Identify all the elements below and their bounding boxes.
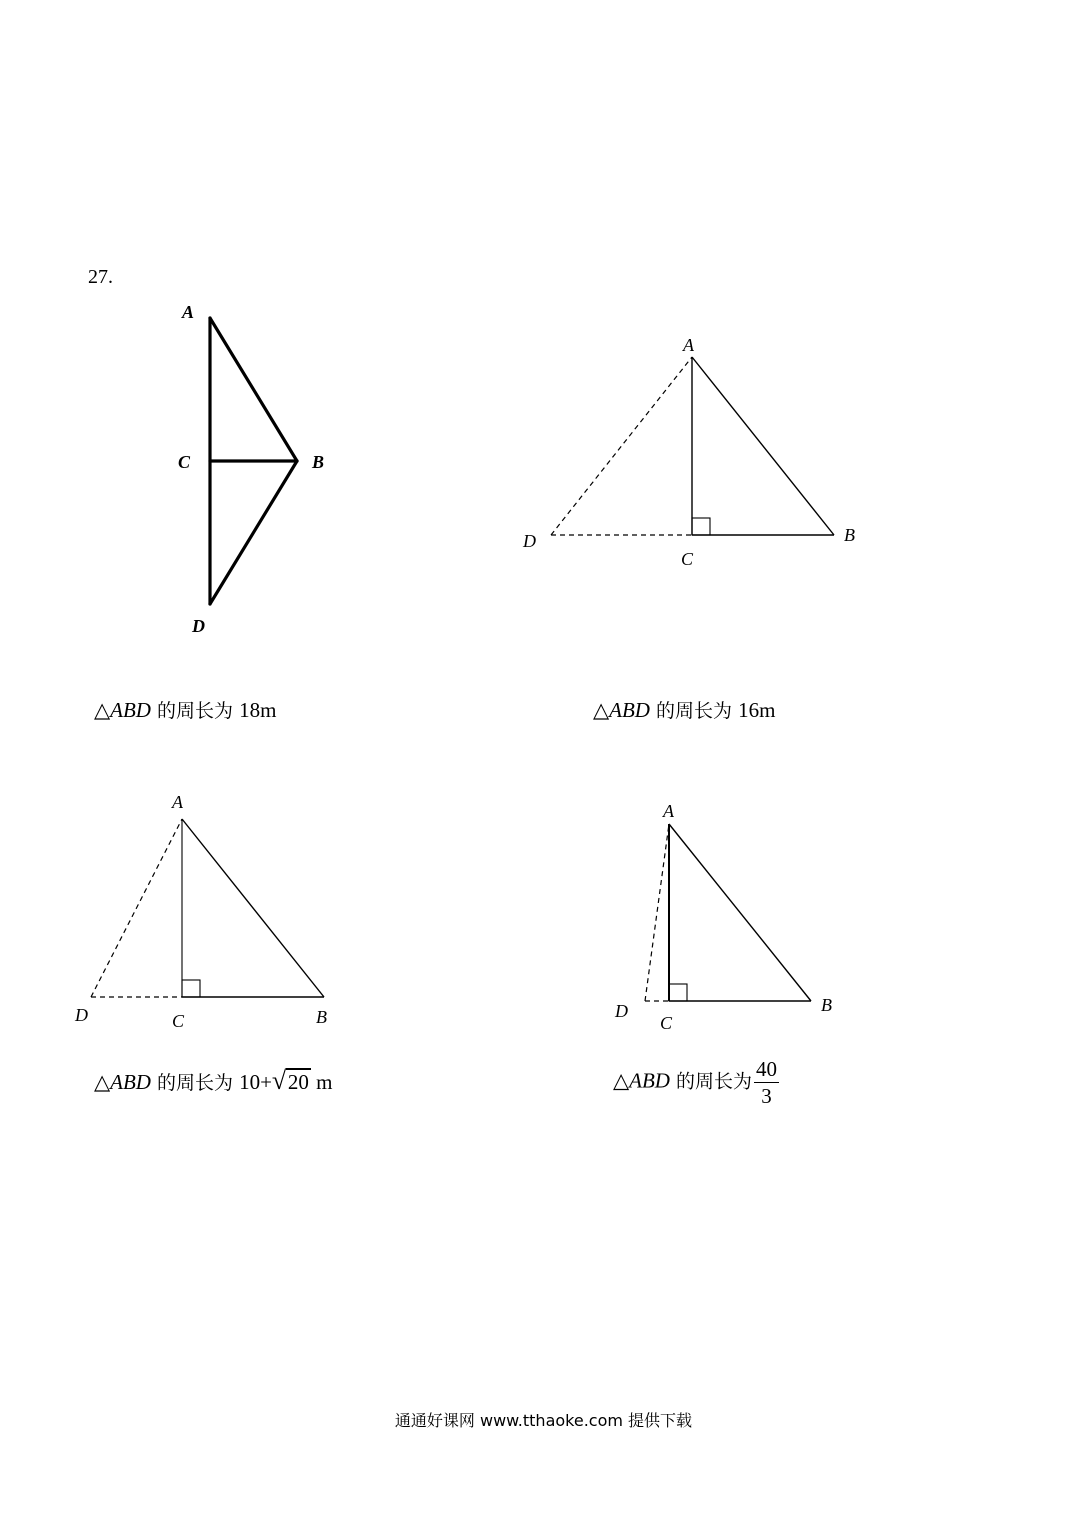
caption-text: 的周长为 <box>649 700 739 722</box>
segment-ab <box>669 824 811 1001</box>
triangle-name: ABD <box>110 698 151 722</box>
caption-text: 的周长为 <box>150 1072 240 1094</box>
right-angle-mark <box>669 984 687 1001</box>
right-angle-mark <box>182 980 200 997</box>
caption-text: 的周长为 <box>669 1070 753 1093</box>
figure-3-diagram <box>70 786 345 1036</box>
caption-text: 的周长为 <box>150 700 240 722</box>
perimeter-unit: m <box>310 1070 333 1094</box>
figure-4-caption <box>613 1056 779 1109</box>
perimeter-prefix: 10+ <box>239 1070 272 1094</box>
fraction <box>754 1056 779 1109</box>
point-b-label: B <box>821 995 832 1015</box>
point-c-label: C <box>172 1011 185 1031</box>
segment-da <box>91 819 182 997</box>
point-b-label: B <box>312 452 325 472</box>
point-b-label: B <box>316 1007 327 1027</box>
radical-sign: √ <box>271 1066 287 1095</box>
triangle-symbol: △ <box>593 698 610 722</box>
segment-ab <box>210 318 297 461</box>
fraction-denominator: 3 <box>761 1084 772 1108</box>
point-d-label: D <box>523 531 536 551</box>
point-d-label: D <box>615 1001 628 1021</box>
figure-2-caption <box>593 696 775 723</box>
segment-ab <box>692 357 834 535</box>
triangle-symbol: △ <box>94 1070 111 1094</box>
point-a-label: A <box>683 335 694 355</box>
point-c-label: C <box>681 549 694 569</box>
segment-bd <box>210 461 297 604</box>
point-c-label: C <box>660 1013 673 1033</box>
figure-3-caption <box>94 1068 333 1095</box>
segment-ab <box>182 819 324 997</box>
point-d-label: D <box>192 616 205 636</box>
segment-da <box>551 357 692 535</box>
figure-2-diagram <box>515 330 875 575</box>
perimeter-value: 18m <box>239 698 277 722</box>
footer-text: 通通好课网 www.tthaoke.com 提供下载 <box>394 1411 693 1430</box>
triangle-symbol: △ <box>94 698 111 722</box>
point-a-label: A <box>182 302 195 322</box>
square-root <box>271 1066 311 1095</box>
point-b-label: B <box>844 525 855 545</box>
right-angle-mark <box>692 518 710 535</box>
point-d-label: D <box>75 1005 88 1025</box>
point-a-label: A <box>663 801 674 821</box>
figure-1-caption <box>94 696 276 723</box>
point-c-label: C <box>178 452 191 472</box>
triangle-name: ABD <box>629 1068 670 1093</box>
segment-da <box>645 824 669 1001</box>
figure-4-diagram <box>605 792 850 1037</box>
fraction-numerator: 40 <box>756 1057 778 1081</box>
perimeter-value: 16m <box>738 698 776 722</box>
triangle-symbol: △ <box>613 1068 630 1093</box>
triangle-name: ABD <box>609 698 650 722</box>
figure-1-diagram <box>170 296 340 641</box>
question-number: 27. <box>88 266 113 288</box>
triangle-name: ABD <box>110 1070 151 1094</box>
point-a-label: A <box>172 792 183 812</box>
radicand: 20 <box>287 1070 309 1094</box>
